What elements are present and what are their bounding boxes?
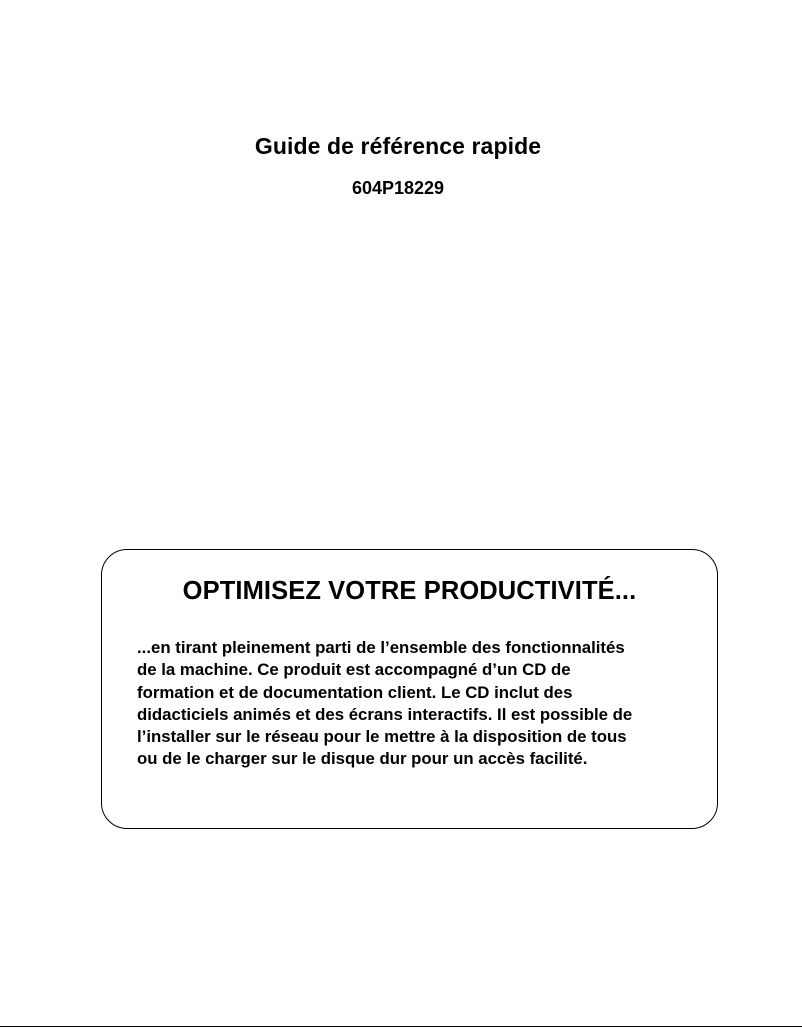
callout-body-line: formation et de documentation client. Le CD inclut des xyxy=(137,682,573,702)
productivity-callout-box xyxy=(101,549,718,829)
callout-body-line: ou de le charger sur le disque dur pour un accès facilité. xyxy=(137,749,588,769)
callout-body-line: l’installer sur le réseau pour le mettre à la disposition de tous xyxy=(137,727,627,747)
callout-body-line: ...en tirant pleinement parti de l’ensemble des fonctionnalités xyxy=(137,638,625,657)
callout-heading: OPTIMISEZ VOTRE PRODUCTIVITÉ... xyxy=(182,577,637,605)
callout-body-line: de la machine. Ce produit est accompagné d’un CD de xyxy=(137,660,571,680)
part-number: 604P18229 xyxy=(351,178,445,198)
callout-body xyxy=(137,637,697,771)
callout-body-line: didacticiels animés et des écrans interactifs. Il est possible de xyxy=(137,704,633,724)
bottom-divider xyxy=(0,1026,802,1027)
document-title: Guide de référence rapide xyxy=(254,133,542,159)
